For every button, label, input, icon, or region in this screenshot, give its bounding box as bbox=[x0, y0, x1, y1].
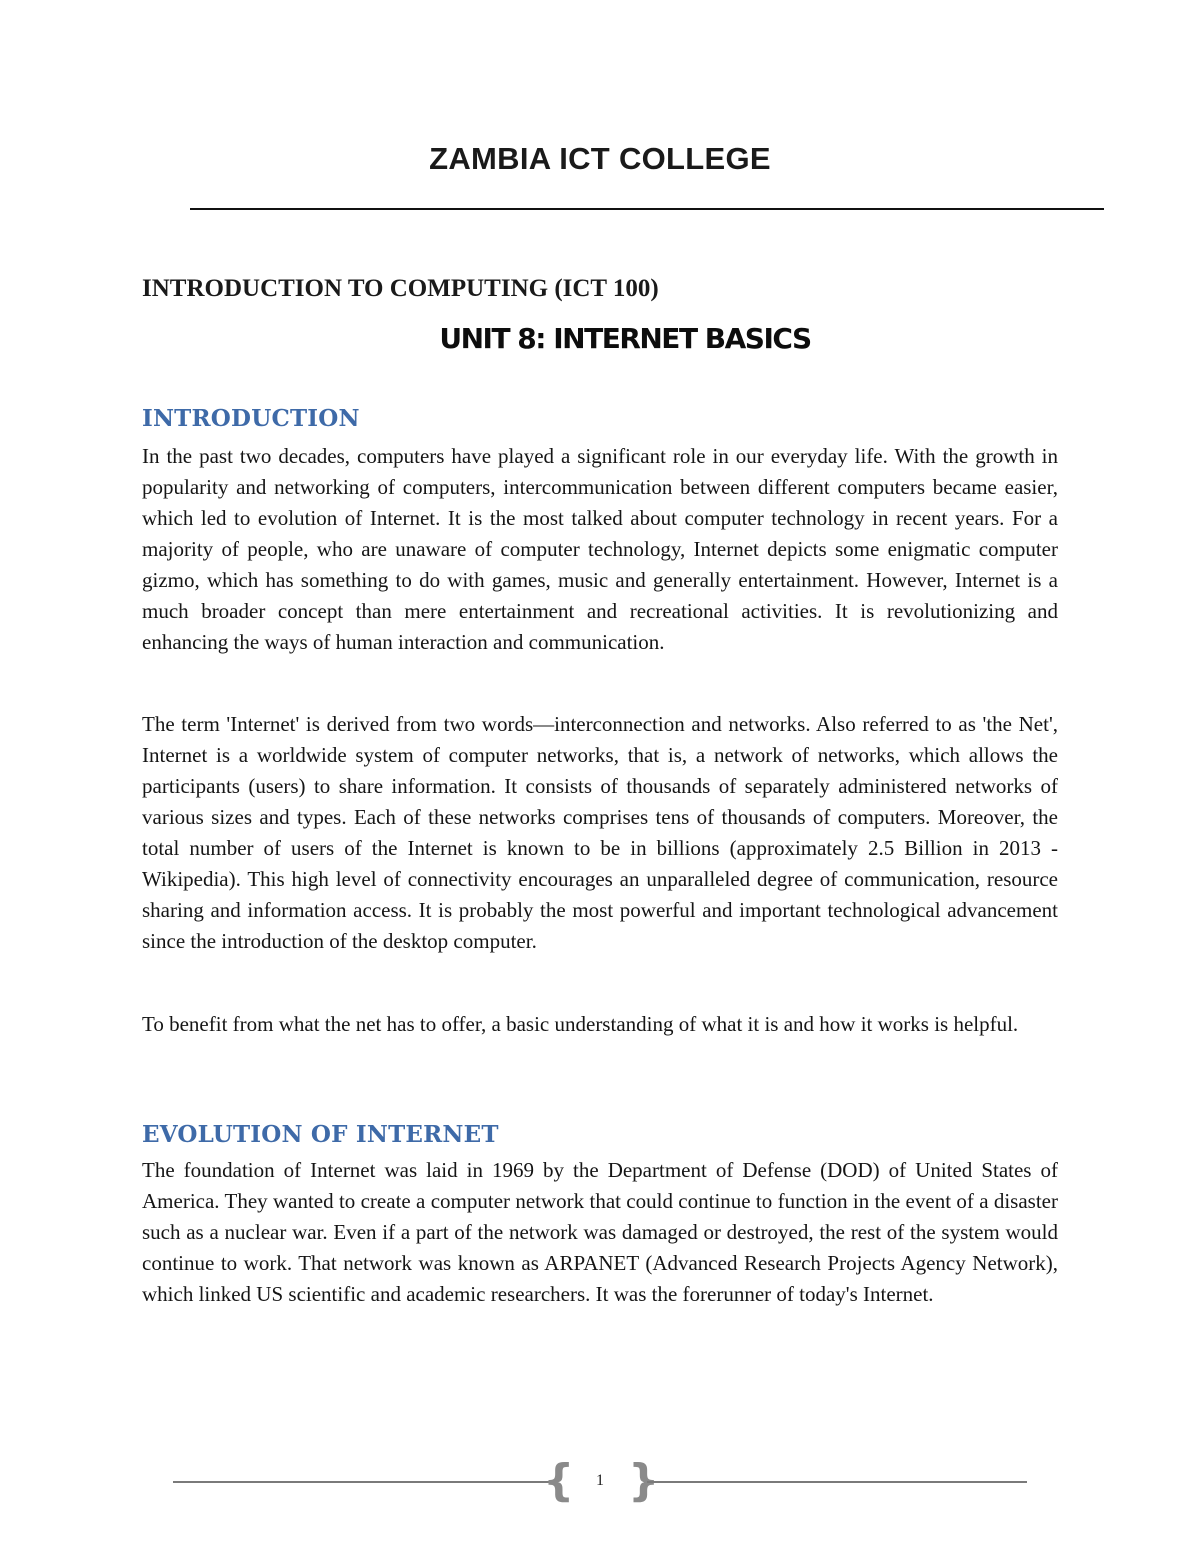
left-brace-icon: { bbox=[543, 1455, 575, 1506]
header-divider bbox=[190, 208, 1104, 210]
right-brace-icon: } bbox=[628, 1455, 660, 1506]
course-title: INTRODUCTION TO COMPUTING (ICT 100) bbox=[142, 275, 659, 302]
footer-rule-right bbox=[647, 1481, 1027, 1483]
unit-title: UNIT 8: INTERNET BASICS bbox=[439, 322, 811, 355]
paragraph: In the past two decades, computers have played a significant role in our everyday life. With the growth in popularity and networking of computers, intercommunication between different computers became easier, which led to evolution of Internet. It is the most talked about computer technology in recent years. For a majority of people, who are unaware of computer technology, Internet depicts some enigmatic computer gizmo, which has something to do with games, music and generally entertainment. However, Internet is a much broader concept than mere entertainment and recreational activities. It is revolutionizing and enhancing the ways of human interaction and communication. bbox=[142, 444, 1058, 654]
section-heading-introduction: INTRODUCTION bbox=[142, 405, 360, 432]
page-number: 1 bbox=[596, 1472, 604, 1489]
paragraph: To benefit from what the net has to offer, a basic understanding of what it is and how it works is helpful. bbox=[142, 1012, 1019, 1036]
footer-rule-left bbox=[173, 1481, 551, 1483]
paragraph: The foundation of Internet was laid in 1969 by the Department of Defense (DOD) of United States of America. They wanted to create a computer network that could continue to function in the event of a disaster such as a nuclear war. Even if a part of the network was damaged or destroyed, the rest of the system would continue to work. That network was known as ARPANET (Advanced Research Projects Agency Network), which linked US scientific and academic researchers. It was the forerunner of today's Internet. bbox=[142, 1158, 1058, 1306]
paragraph: The term 'Internet' is derived from two words—interconnection and networks. Also referred to as 'the Net', Internet is a worldwide system of computer networks, that is, a network of networks, which allows the participants (users) to share information. It consists of thousands of separately administered networks of various sizes and types. Each of these networks comprises tens of thousands of computers. Moreover, the total number of users of the Internet is known to be in billions (approximately 2.5 Billion in 2013 - Wikipedia). This high level of connectivity encourages an unparalleled degree of communication, resource sharing and information access. It is probably the most powerful and important technological advancement since the introduction of the desktop computer. bbox=[142, 712, 1058, 953]
section-heading-evolution: EVOLUTION OF INTERNET bbox=[142, 1121, 499, 1148]
college-title: ZAMBIA ICT COLLEGE bbox=[429, 141, 771, 176]
